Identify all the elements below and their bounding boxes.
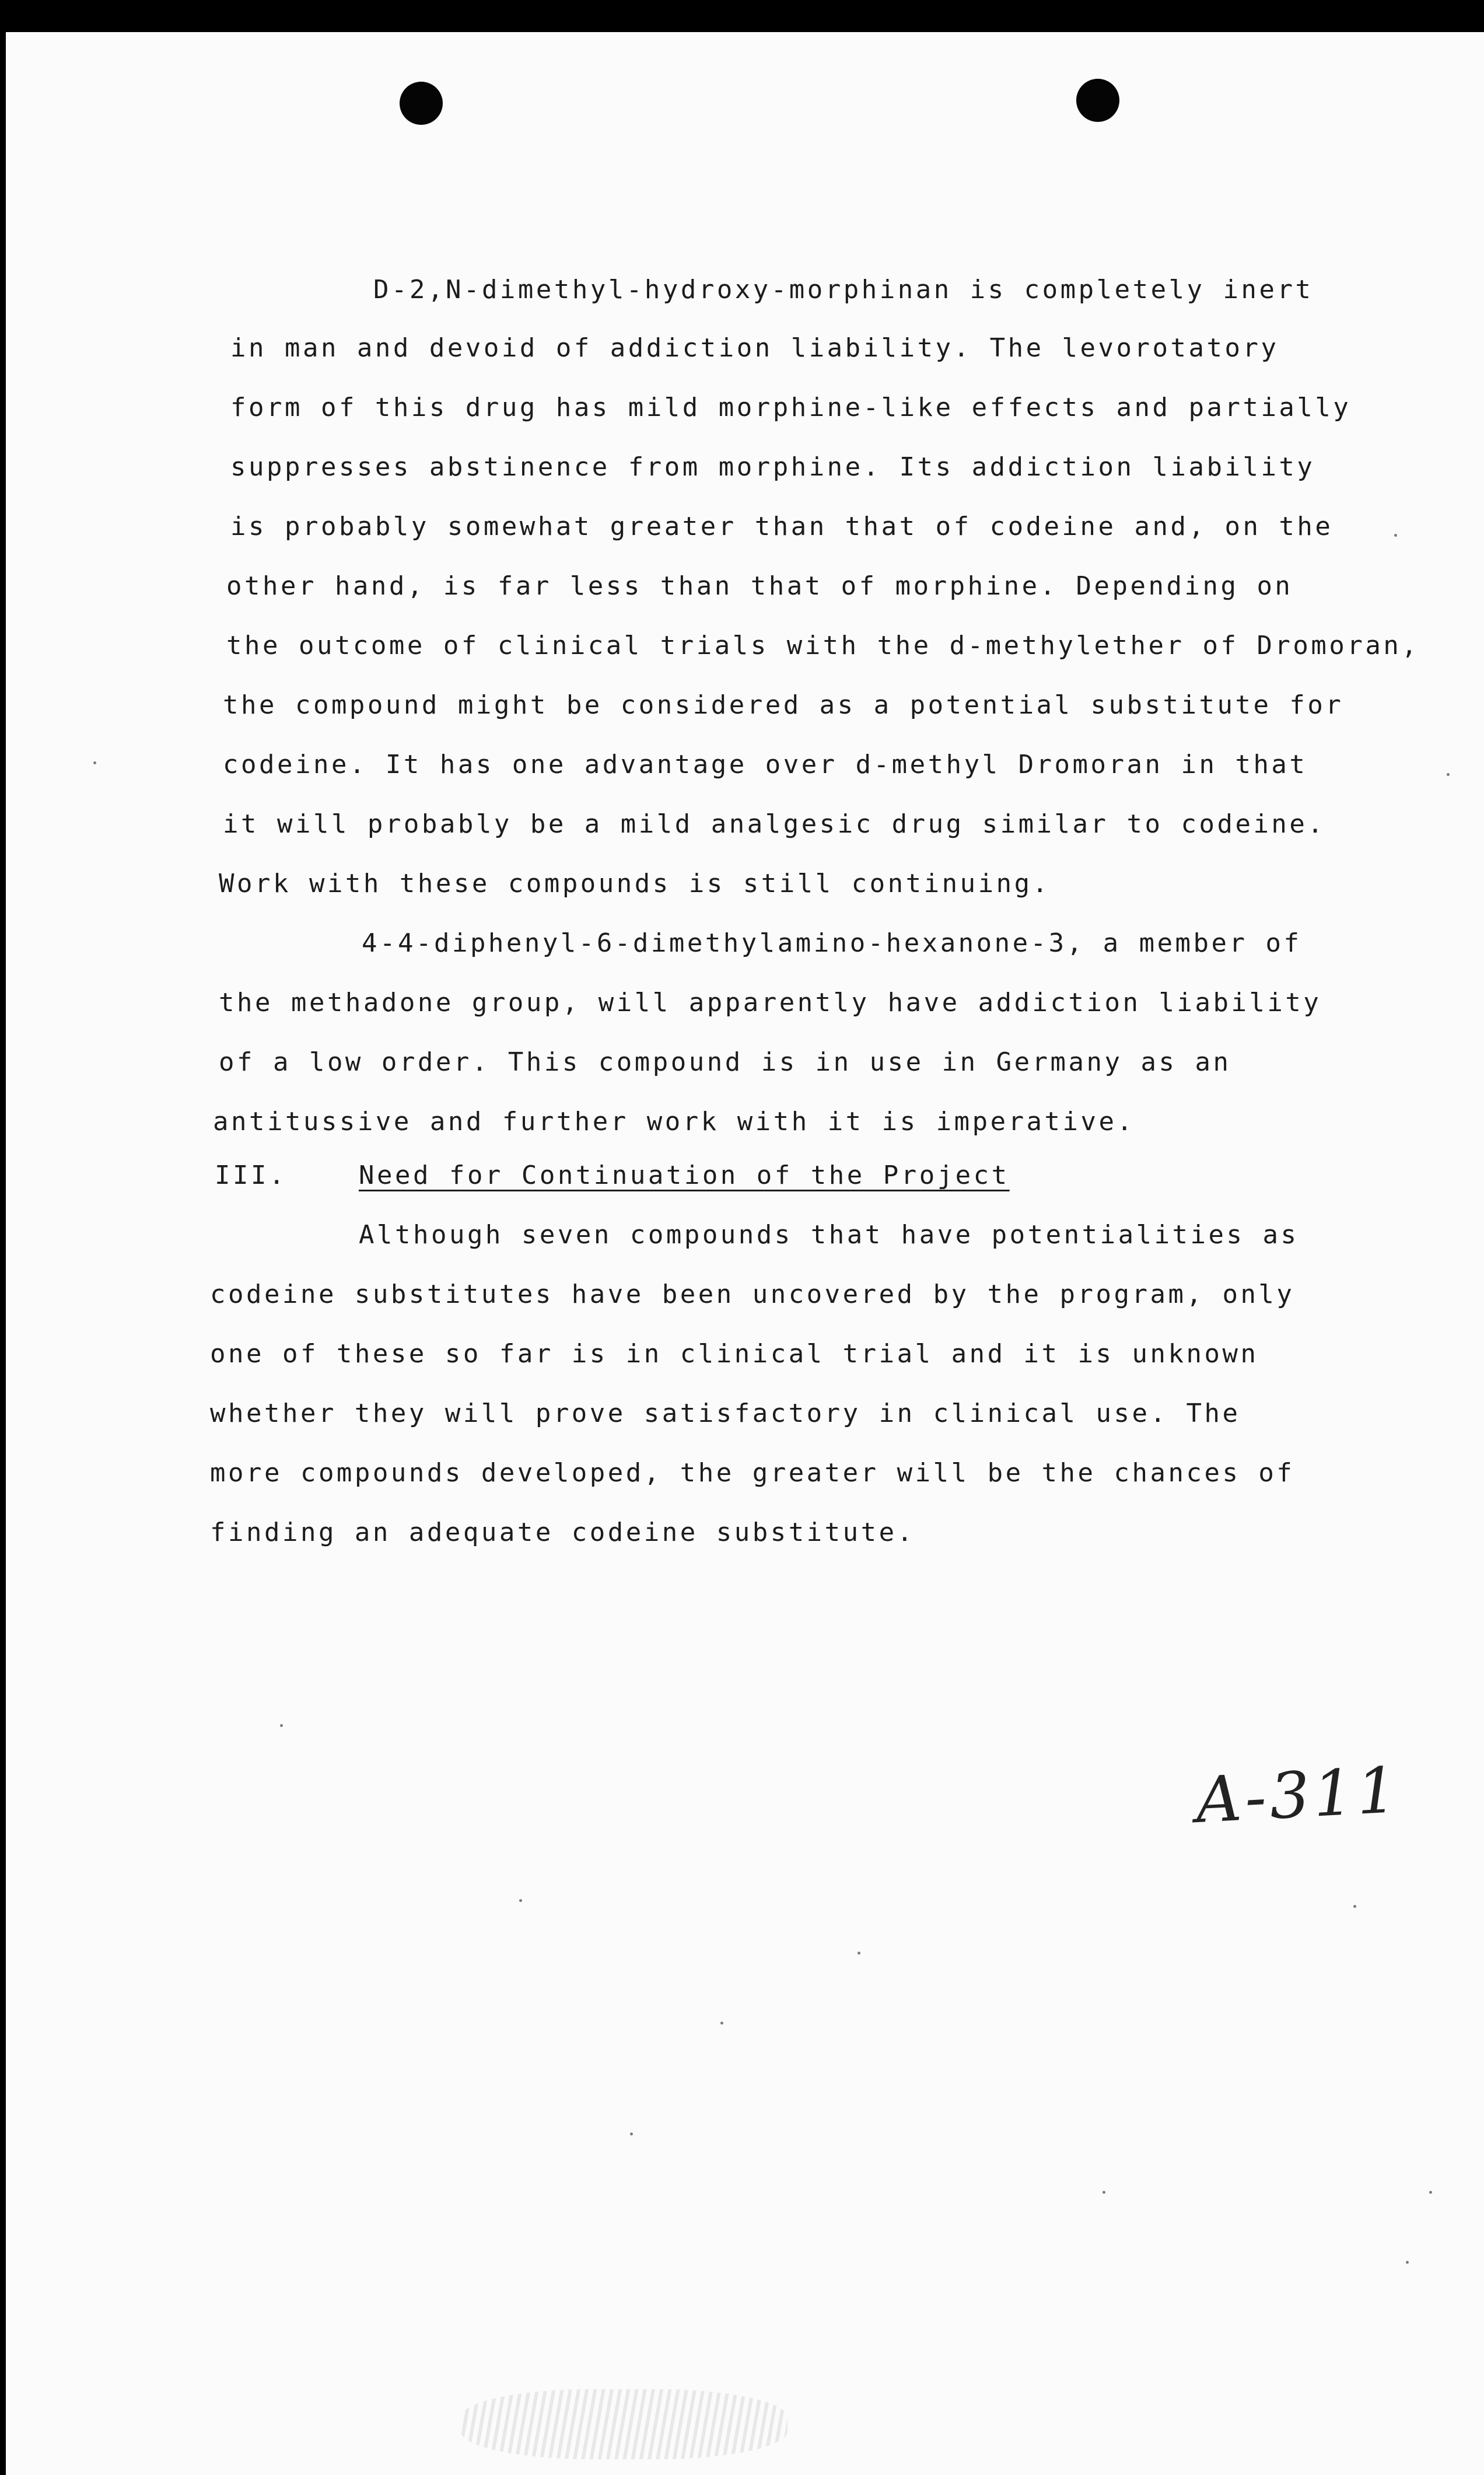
scan-speck [280, 1724, 283, 1727]
document-page [6, 32, 1484, 2475]
paragraph-1-line: other hand, is far less than that of morphine. Depending on [226, 571, 1293, 601]
scan-speck [1394, 534, 1397, 537]
scan-speck [630, 2133, 633, 2135]
scan-speck [1406, 2261, 1409, 2264]
scan-speck [519, 1899, 522, 1902]
paragraph-2-line: 4-4-diphenyl-6-dimethylamino-hexanone-3, a member of [362, 928, 1302, 958]
scan-speck [1429, 2191, 1432, 2194]
scan-speck [93, 761, 96, 764]
section-number: III. [215, 1160, 287, 1190]
paragraph-1-line: codeine. It has one advantage over d-methyl Dromoran in that [223, 750, 1308, 779]
paragraph-2-line: antitussive and further work with it is imperative. [213, 1107, 1135, 1137]
paragraph-1-line: form of this drug has mild morphine-like effects and partially [230, 393, 1352, 422]
paragraph-3-line: codeine substitutes have been uncovered by the program, only [210, 1280, 1295, 1309]
scan-speck [1447, 773, 1450, 776]
paragraph-1-line: in man and devoid of addiction liability. The levorotatory [230, 333, 1279, 363]
paragraph-1-line: is probably somewhat greater than that of codeine and, on the [230, 512, 1334, 541]
scan-smudge [461, 2389, 788, 2459]
scan-speck [1102, 2191, 1105, 2194]
paragraph-3-line: one of these so far is in clinical trial and it is unknown [210, 1339, 1259, 1369]
paragraph-3-line: finding an adequate codeine substitute. [210, 1518, 915, 1547]
handwritten-page-mark: A-311 [1194, 1753, 1402, 1838]
section-title: Need for Continuation of the Project [359, 1160, 1010, 1190]
paragraph-1-line: suppresses abstinence from morphine. Its addiction liability [230, 452, 1315, 482]
scan-speck [1353, 1905, 1356, 1908]
paragraph-1-line: the compound might be considered as a potential substitute for [223, 690, 1344, 720]
paragraph-1-line: the outcome of clinical trials with the d-methylether of Dromoran, [226, 631, 1420, 660]
paragraph-1-line: D-2,N-dimethyl-hydroxy-morphinan is completely inert [373, 275, 1314, 305]
paragraph-1-line: Work with these compounds is still continuing. [219, 869, 1051, 899]
paragraph-3-line: whether they will prove satisfactory in clinical use. The [210, 1399, 1241, 1428]
scan-speck [858, 1952, 860, 1955]
paragraph-2-line: of a low order. This compound is in use in Germany as an [219, 1047, 1231, 1077]
scan-speck [720, 2022, 723, 2025]
paragraph-3-line: Although seven compounds that have potentialities as [359, 1220, 1299, 1250]
paragraph-3-line: more compounds developed, the greater will be the chances of [210, 1458, 1295, 1488]
paragraph-1-line: it will probably be a mild analgesic drug similar to codeine. [223, 809, 1326, 839]
paragraph-2-line: the methadone group, will apparently have addiction liability [219, 988, 1322, 1018]
punch-hole-left [400, 82, 443, 125]
punch-hole-right [1076, 79, 1119, 122]
